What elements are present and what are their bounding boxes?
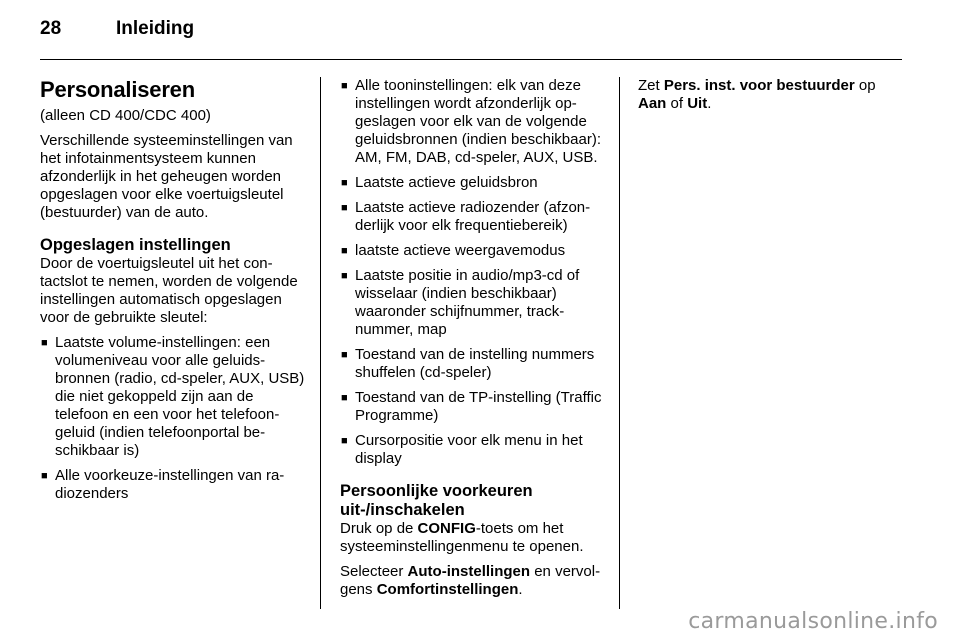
bullet-icon: ■ <box>341 177 348 189</box>
list-item-text: Laatste positie in audio/mp3-cd of wisselaar (indien beschikbaar) waaronder schijfnummer, tracknummer, map <box>355 267 580 338</box>
settings-list <box>340 77 608 468</box>
subsection-title-line1: Persoonlijke voorkeuren <box>340 482 533 500</box>
body-paragraph: Door de voertuigsleutel uit het contactslot te nemen, worden de volgende instellingen automatisch opgeslagen voor de gebruikte sleutel: <box>40 255 298 326</box>
header-rule <box>40 59 902 60</box>
list-item <box>340 174 608 192</box>
option-on: Aan <box>638 95 667 112</box>
bullet-icon: ■ <box>41 337 48 349</box>
menu-label-driver-settings: Pers. inst. voor bestuurder <box>663 77 855 94</box>
settings-list <box>40 334 306 503</box>
bullet-icon: ■ <box>341 349 348 361</box>
list-item <box>340 267 608 339</box>
list-item-text: Laatste volume-instellingen: een volumeniveau voor alle geluidsbronnen (radio, cd-speler, AUX, USB) die niet gekoppeld zijn aan de telefoon en een voor het telefoongeluid (indien telefoonportal beschikbaar is) <box>55 334 305 459</box>
menu-label-comfort-settings: Comfortinstellingen <box>376 581 519 598</box>
bullet-icon: ■ <box>341 245 348 257</box>
column-divider-left <box>320 77 321 609</box>
list-item-text: Toestand van de instelling nummers shuffelen (cd-speler) <box>355 346 595 381</box>
menu-instruction: Selecteer Auto-instellingen en vervolgens Comfortinstellingen. <box>340 563 601 598</box>
bullet-icon: ■ <box>41 470 48 482</box>
list-item <box>340 77 608 167</box>
menu-label-auto-settings: Auto-instellingen <box>407 563 531 580</box>
watermark: carmanualsonline.info <box>688 609 938 634</box>
list-item-text: Toestand van de TP-instelling (Traffic Programme) <box>355 389 602 424</box>
list-item-text: Cursorpositie voor elk menu in het display <box>355 432 583 467</box>
subsection-title: Opgeslagen instellingen <box>40 236 231 254</box>
bullet-icon: ■ <box>341 270 348 282</box>
column-3 <box>638 77 906 120</box>
list-item <box>340 346 608 382</box>
option-off: Uit <box>687 95 708 112</box>
list-item <box>40 334 306 460</box>
list-item-text: Alle voorkeuze-instellingen van radiozenders <box>55 467 285 502</box>
list-item <box>40 467 306 503</box>
driver-setting-instruction: Zet Pers. inst. voor bestuurder op Aan of Uit. <box>638 77 876 112</box>
subsection-title <box>340 482 608 520</box>
list-item-text: Alle tooninstellingen: elk van deze instellingen wordt afzonderlijk opgeslagen voor elk van de volgende geluidsbronnen (indien beschikbaar): AM, FM, DAB, cd-speler, AUX, USB. <box>355 77 601 166</box>
list-item-text: laatste actieve weergavemodus <box>355 242 566 259</box>
list-item <box>340 242 608 260</box>
list-item-text: Laatste actieve geluidsbron <box>355 174 538 191</box>
list-item <box>340 389 608 425</box>
config-instruction: Druk op de CONFIG-toets om het systeeminstellingenmenu te openen. <box>340 520 584 555</box>
list-item-text: Laatste actieve radiozender (afzonderlijk voor elk frequentiebereik) <box>355 199 591 234</box>
bullet-icon: ■ <box>341 202 348 214</box>
bullet-icon: ■ <box>341 80 348 92</box>
intro-paragraph: Verschillende systeeminstellingen van het infotainmentsysteem kunnen afzonderlijk in het geheugen worden opgeslagen voor elke voertuigsleutel (bestuurder) van de auto. <box>40 132 293 221</box>
config-key-label: CONFIG <box>417 520 476 537</box>
model-note: (alleen CD 400/CDC 400) <box>40 107 211 124</box>
section-title: Personaliseren <box>40 77 195 102</box>
column-2 <box>340 77 608 606</box>
list-item <box>340 432 608 468</box>
column-divider-right <box>619 77 620 609</box>
subsection-title-line2: uit-/inschakelen <box>340 501 465 519</box>
column-1 <box>40 77 306 510</box>
bullet-icon: ■ <box>341 435 348 447</box>
page-number: 28 <box>40 18 62 39</box>
chapter-title: Inleiding <box>116 18 195 39</box>
bullet-icon: ■ <box>341 392 348 404</box>
list-item <box>340 199 608 235</box>
